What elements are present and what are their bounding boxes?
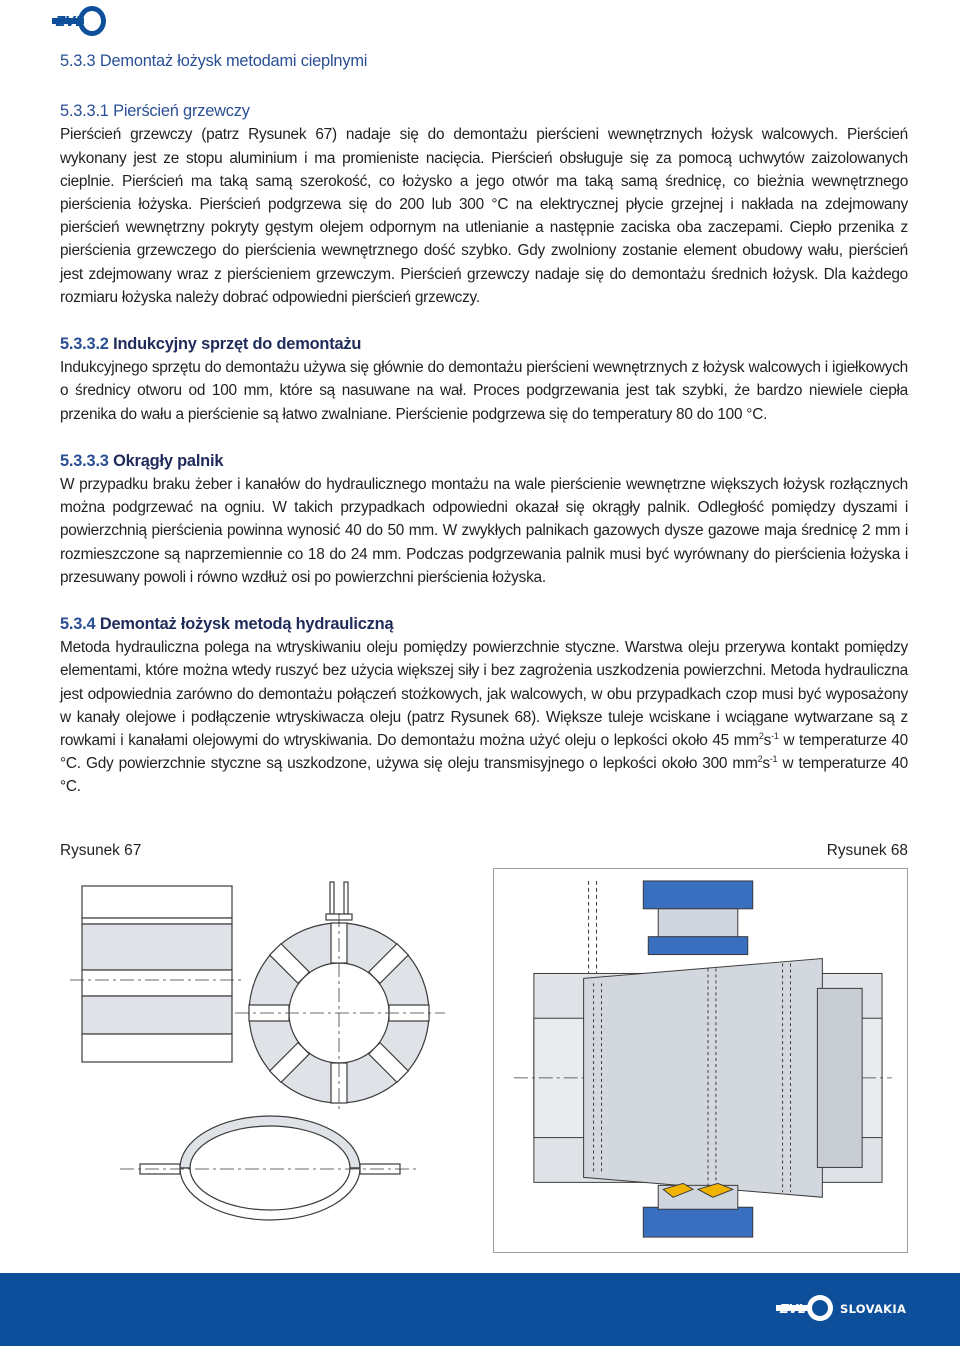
- superscript: 2: [757, 754, 763, 765]
- superscript: -1: [771, 731, 779, 742]
- subsection-title: Pierścień grzewczy: [113, 102, 250, 121]
- figure-67-heating-ring: [60, 868, 480, 1253]
- subsection-heading-1: [60, 100, 908, 123]
- paragraph-burner: W przypadku braku żeber i kanałów do hydraulicznego montażu na wale pierścienie wewnętrzne większych łożysk rozłącznych można podgrzewać na ogniu. W takich przypadkach odpowiedni okazał się okrągły palnik. Odległość pomiędzy dyszami i powierzchnią pierścienia powinna wynosić 40 do 50 mm. W zwykłych palnikach gazowych dysze gazowe maja średnicę 2 mm i rozmieszczone są naprzemiennie co 18 do 24 mm. Podczas podgrzewania palnik musi być wyrównany do pierścienia łożyska i przesuwany powoli i równo wzdłuż osi po powierzchni pierścienia łożyska.: [60, 476, 908, 586]
- heating-ring-split-view: [120, 1116, 420, 1220]
- subsection-heading-3: [60, 450, 908, 473]
- superscript: 2: [758, 731, 764, 742]
- text-run: s: [762, 755, 770, 773]
- paragraph-hydraulic: [60, 636, 908, 798]
- text-run: w temperaturze 40 °C. Gdy powierzchnie styczne są uszkodzone, używa się oleju transmisyjnego o lepkości około 300 mm: [60, 732, 908, 773]
- bearing-bottom-section: [643, 1183, 752, 1237]
- text-run: Metoda hydrauliczna polega na wtryskiwaniu oleju pomiędzy powierzchnie styczne. Warstwa oleju przerywa kontakt pomiędzy elementami, które można wtedy ruszyć bez użycia większej siły i bez zagrożenia uszkodzenia powierzchni. Metoda hydrauliczna jest odpowiednia zarówno do demontażu połączeń stożkowych, jak walcowych, w obu przypadkach czop musi być wyposażony w kanały olejowe i podłączenie wtryskiwacza oleju (patrz Rysunek 68). Większe tuleje wciskane i wciągane wytwarzane są z rowkami i kanałami olejowymi do wtryskiwania. Do demontażu można użyć oleju o lepkości około 45 mm: [60, 639, 908, 750]
- zvl-footer-logo-icon: [776, 1293, 836, 1323]
- heating-ring-side-view: [70, 886, 244, 1062]
- subsection-number: 5.3.3.2: [60, 335, 109, 354]
- footer-brand-text: SLOVAKIA: [840, 1302, 907, 1316]
- figure-68-hydraulic-assembly: [493, 868, 908, 1253]
- section-number: 5.3.3: [60, 52, 96, 70]
- subsection-number: 5.3.3.1: [60, 102, 109, 121]
- section-heading: [60, 50, 908, 73]
- text-run: s: [763, 732, 772, 750]
- subsection-heading-2: [60, 333, 908, 356]
- footer-bar: [0, 1273, 960, 1346]
- text-run: w temperaturze 40 °C.: [60, 755, 908, 796]
- section-number: 5.3.4: [60, 615, 96, 634]
- subsection-title: Indukcyjny sprzęt do demontażu: [113, 335, 362, 354]
- subsection-number: 5.3.3.3: [60, 451, 109, 470]
- section-heading-hydraulic: [60, 613, 908, 636]
- figure-68-caption: Rysunek 68: [826, 842, 908, 859]
- figure-captions: [60, 842, 908, 860]
- heating-ring-front-view: [235, 913, 445, 1113]
- section-title: Demontaż łożysk metodami cieplnymi: [99, 52, 368, 70]
- bearing-top-section: [643, 881, 752, 955]
- document-body: [60, 50, 908, 799]
- section-title: Demontaż łożysk metodą hydrauliczną: [99, 615, 394, 634]
- figure-67-caption: Rysunek 67: [60, 842, 142, 859]
- subsection-title: Okrągły palnik: [113, 451, 224, 470]
- paragraph-induction: Indukcyjnego sprzętu do demontażu używa się głównie do demontażu pierścieni wewnętrznych z łożysk walcowych i igiełkowych o średnicy otworu od 100 mm, które są nasuwane na wał. Proces podgrzewania jest tak szybki, że bardzo niewiele ciepła przenika do wału a pierścienie są łatwo zwalniane. Pierścienie podgrzewa się do temperatury 80 do 100 °C.: [60, 359, 908, 423]
- svg-text:ZVL: ZVL: [56, 15, 84, 30]
- zvl-logo-icon: [52, 4, 106, 38]
- svg-text:ZVL: ZVL: [780, 1302, 806, 1316]
- paragraph-heating-ring: Pierścień grzewczy (patrz Rysunek 67) nadaje się do demontażu pierścieni wewnętrznych łożysk walcowych. Pierścień wykonany jest ze stopu aluminium i ma promieniste nacięcia. Pierścień obsługuje się za pomocą uchwytów zaizolowanych cieplnie. Pierścień ma taką samą szerokość, co łożysko a jego otwór ma taką samą średnicę, co bieżnia wewnętrznego pierścienia łożyska. Pierścień podgrzewa się do 200 lub 300 °C na elektrycznej płycie grzejnej i nakłada na zdejmowany pierścień wewnętrzny pokryty gęstym olejem odpornym na utlenianie a następnie zaciska oba zaczepami. Ciepło przenika z pierścienia grzewczego do pierścienia wewnętrznego dość szybko. Gdy zwolniony zostanie element obudowy wału, pierścień jest zdejmowany wraz z pierścieniem grzewczym. Pierścień grzewczy nadaje się do demontażu średnich łożysk. Dla każdego rozmiaru łożyska należy dobrać odpowiedni pierścień grzewczy.: [60, 126, 908, 306]
- superscript: -1: [769, 754, 778, 765]
